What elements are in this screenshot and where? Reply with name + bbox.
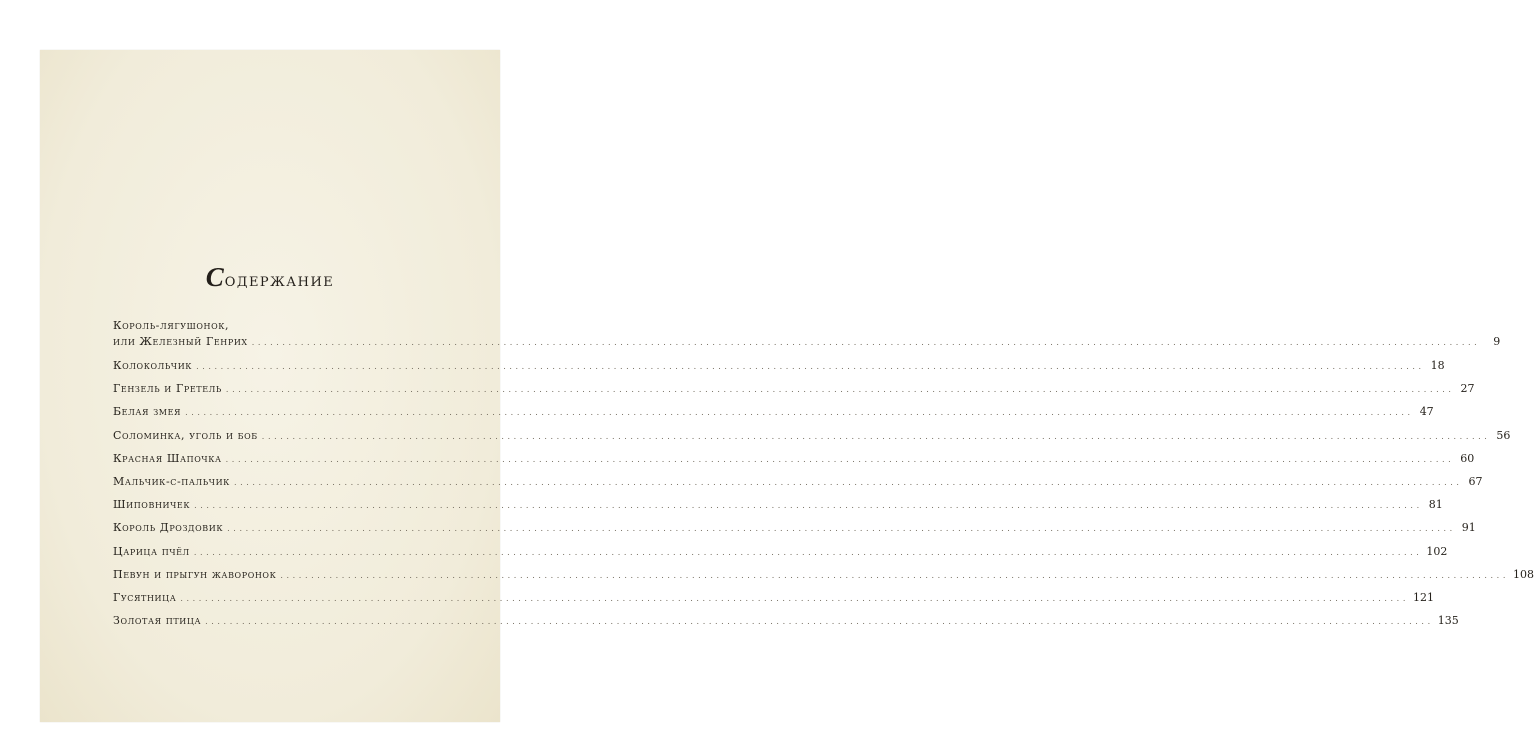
dot-leader: ........................................................................................................................................................................................................: [193, 547, 1423, 557]
toc-entry-title: Золотая птица: [113, 614, 202, 628]
book-page: [40, 50, 1534, 722]
toc-entry-page: 135: [1437, 614, 1459, 628]
toc-entry[interactable]: [113, 358, 1445, 381]
dot-leader: ........................................................................................................................................................................................................: [280, 570, 1509, 580]
toc-entry-page: 67: [1468, 474, 1483, 488]
dot-leader: ........................................................................................................................................................................................................: [225, 454, 1455, 464]
toc-entry-title: Певун и прыгун жаворонок: [113, 567, 277, 581]
toc-entry-title: Белая змея: [113, 405, 182, 419]
dot-leader: ........................................................................................................................................................................................................: [225, 385, 1455, 395]
toc-entry-title: Гусятница: [113, 590, 177, 604]
toc-entry[interactable]: [113, 544, 1448, 567]
toc-entry-page: 121: [1412, 590, 1434, 604]
toc-entry-title: Царица пчёл: [113, 544, 190, 558]
page-title: [40, 262, 500, 293]
toc-entry-page: 60: [1460, 451, 1475, 465]
toc-entry[interactable]: [113, 520, 1476, 543]
toc-entry-page: 108: [1512, 567, 1534, 581]
toc-entry[interactable]: [113, 497, 1443, 520]
toc-entry[interactable]: [113, 404, 1434, 427]
toc-entry-title: Соломинка, уголь и боб: [113, 428, 258, 442]
dot-leader: ........................................................................................................................................................................................................: [194, 501, 1423, 511]
decorative-initial: С: [205, 262, 224, 292]
toc-entry-page: 47: [1419, 405, 1434, 419]
title-text: одержание: [224, 269, 335, 291]
toc-entry[interactable]: [113, 451, 1475, 474]
toc-entry-title-line1: Король-лягушонок,: [113, 319, 230, 332]
dot-leader: ........................................................................................................................................................................................................: [185, 408, 1414, 418]
dot-leader: ........................................................................................................................................................................................................: [205, 617, 1434, 627]
toc-entry-title: Красная Шапочка: [113, 451, 222, 465]
toc-entry[interactable]: [113, 381, 1475, 404]
toc-entry-page: 27: [1460, 382, 1475, 396]
toc-entry[interactable]: [113, 318, 1501, 358]
toc-entry-page: 56: [1496, 428, 1511, 442]
dot-leader: ........................................................................................................................................................................................................: [180, 593, 1409, 603]
table-of-contents: [113, 318, 1534, 636]
dot-leader: ........................................................................................................................................................................................................: [251, 338, 1481, 347]
toc-entry[interactable]: [113, 613, 1459, 636]
toc-entry[interactable]: [113, 474, 1483, 497]
dot-leader: ........................................................................................................................................................................................................: [233, 477, 1463, 487]
toc-entry-title: Король Дроздовик: [113, 521, 224, 535]
toc-entry[interactable]: [113, 567, 1534, 590]
dot-leader: ........................................................................................................................................................................................................: [261, 431, 1491, 441]
toc-entry[interactable]: [113, 428, 1511, 451]
toc-entry-title: Колокольчик: [113, 359, 193, 372]
toc-entry[interactable]: [113, 590, 1434, 613]
toc-entry-page: 81: [1428, 498, 1443, 512]
toc-entry-page: 18: [1430, 359, 1445, 372]
toc-entry-page: 9: [1493, 335, 1501, 348]
toc-entry-title-line2: или Железный Генрих: [113, 335, 248, 348]
toc-entry-title: Шиповничек: [113, 498, 191, 512]
toc-entry-page: 91: [1461, 521, 1476, 535]
toc-entry-title: Мальчик-с-пальчик: [113, 474, 230, 488]
toc-entry-page: 102: [1426, 544, 1448, 558]
dot-leader: ........................................................................................................................................................................................................: [196, 362, 1425, 371]
toc-entry-title: Гензель и Гретель: [113, 382, 222, 396]
dot-leader: ........................................................................................................................................................................................................: [227, 524, 1456, 534]
